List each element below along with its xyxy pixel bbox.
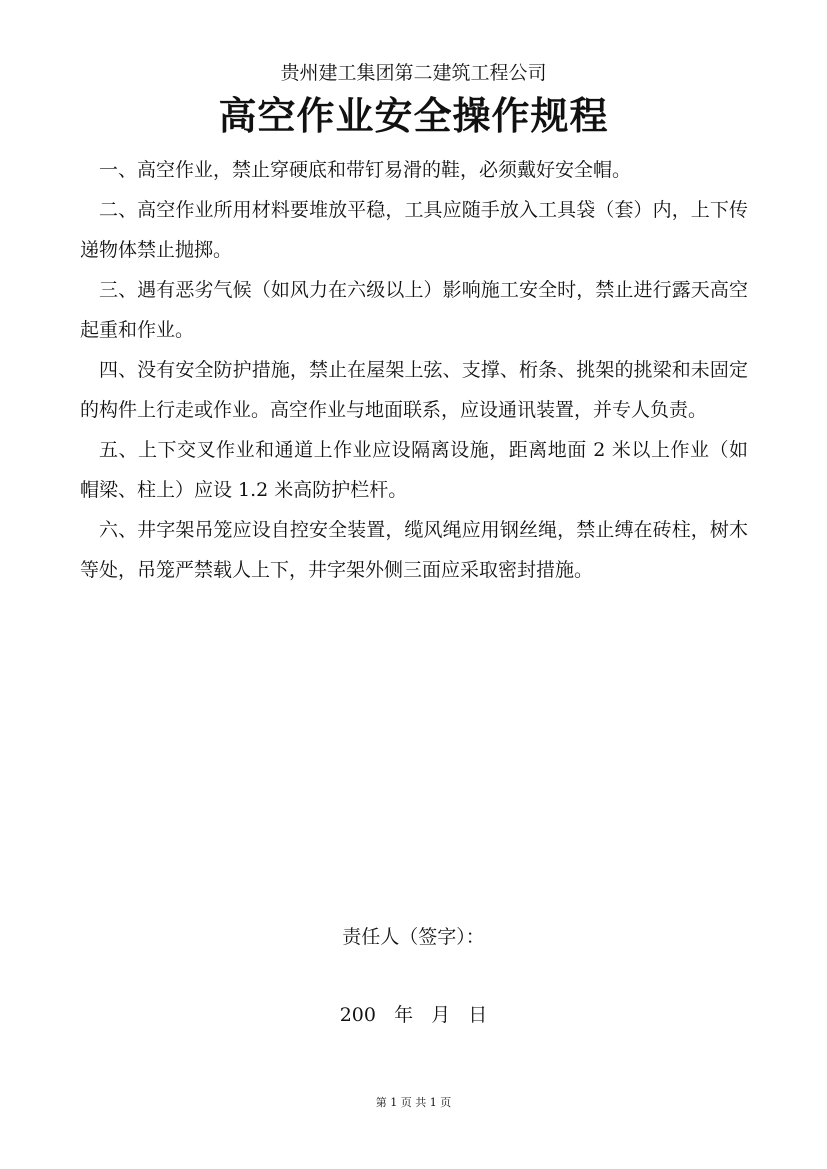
- signer-label: 责任人（签字）：: [342, 926, 485, 948]
- regulation-item-1: 一、高空作业，禁止穿硬底和带钉易滑的鞋，必须戴好安全帽。: [99, 159, 632, 181]
- regulation-item-3: 三、遇有恶劣气候（如风力在六级以上）影响施工安全时，禁止进行露天高空起重和作业。: [80, 279, 748, 341]
- date-text: 200 年 月 日: [339, 1004, 488, 1026]
- regulation-item-4: 四、没有安全防护措施，禁止在屋架上弦、支撑、桁条、挑架的挑梁和未固定的构件上行走或作业。高空作业与地面联系，应设通讯装置，并专人负责。: [80, 359, 748, 421]
- date-line: [0, 1000, 827, 1030]
- company-name: 贵州建工集团第二建筑工程公司: [280, 62, 547, 84]
- regulation-item-6: 六、井字架吊笼应设自控安全装置，缆风绳应用钢丝绳，禁止缚在砖柱，树木等处，吊笼严禁载人上下，井字架外侧三面应采取密封措施。: [80, 519, 748, 581]
- page-title: 高空作业安全操作规程: [218, 94, 609, 138]
- page-footer: 第 1 页 共 1 页: [375, 1096, 452, 1109]
- regulation-body: [80, 150, 748, 590]
- regulation-item-5: 五、上下交叉作业和通道上作业应设隔离设施，距离地面 2 米以上作业（如帽梁、柱上）应设 1.2 米高防护栏杆。: [80, 439, 748, 501]
- regulation-item-2: 二、高空作业所用材料要堆放平稳，工具应随手放入工具袋（套）内，上下传递物体禁止抛掷。: [80, 199, 748, 261]
